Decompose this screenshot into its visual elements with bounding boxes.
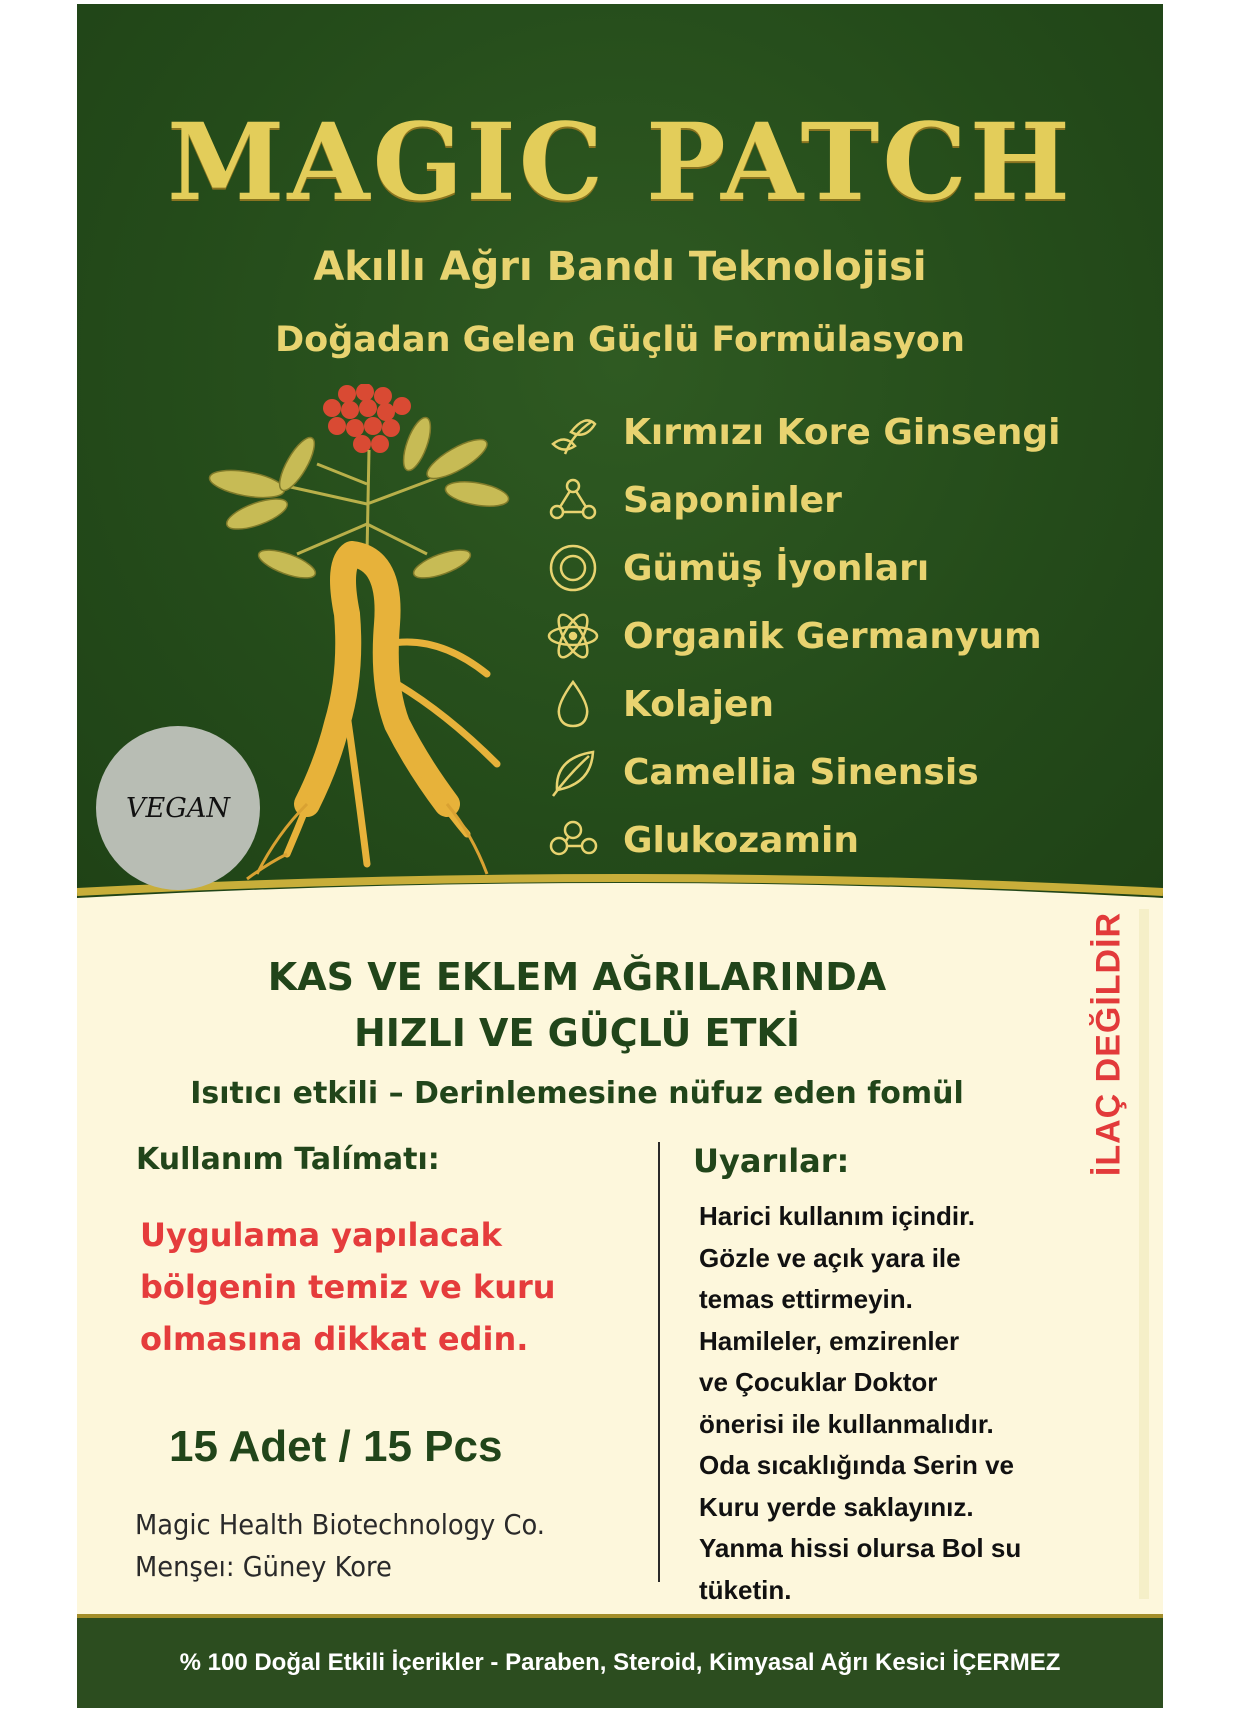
warning-line: Yanma hissi olursa Bol su	[699, 1533, 1022, 1563]
brand-tagline: Doğadan Gelen Güçlü Formülasyon	[275, 320, 965, 360]
company-name: Magic Health Biotechnology Co.	[135, 1508, 545, 1541]
not-a-drug-label: İLAÇ DEĞİLDİR	[1089, 911, 1128, 1177]
ingredient-item	[537, 810, 1157, 870]
warning-line: önerisi ile kullanmalıdır.	[699, 1408, 994, 1439]
ingredient-item	[537, 742, 1157, 802]
quantity-label: 15 Adet / 15 Pcs	[169, 1422, 503, 1471]
ingredient-label: Camellia Sinensis	[623, 751, 979, 793]
ingredient-label: Organik Germanyum	[623, 615, 1042, 657]
warnings-list	[699, 1196, 1119, 1611]
brand-title: MAGIC PATCH	[167, 99, 1073, 224]
bubbles-icon	[537, 810, 609, 870]
warning-line: tüketin.	[699, 1574, 792, 1605]
atom-icon	[537, 606, 609, 666]
ingredient-item	[537, 606, 1157, 666]
molecule-icon	[537, 470, 609, 530]
footer-bar	[77, 1614, 1163, 1708]
ingredient-label: Kırmızı Kore Ginsengi	[623, 411, 1061, 453]
warning-line: temas ettirmeyin.	[699, 1284, 913, 1314]
warning-line: Kuru yerde saklayınız.	[699, 1491, 974, 1522]
rings-icon	[537, 538, 609, 598]
column-divider	[658, 1142, 660, 1582]
footer-text: % 100 Doğal Etkili İçerikler - Paraben, Steroid, Kimyasal Ağrı Kesici İÇERMEZ	[179, 1649, 1061, 1676]
ingredient-label: Glukozamin	[623, 819, 859, 861]
headline-line-2: HIZLI VE GÜÇLÜ ETKİ	[353, 1011, 801, 1055]
headline-tagline: Isıtıcı etkili – Derinlemesine nüfuz eden fomül	[190, 1076, 964, 1111]
usage-text: Uygulama yapılacak bölgenin temiz ve kuru olmasına dikkat edin.	[140, 1216, 556, 1358]
leaf-icon	[537, 742, 609, 802]
droplet-icon	[537, 674, 609, 734]
ingredient-item	[537, 402, 1157, 462]
ingredient-item	[537, 674, 1157, 734]
warning-line: Harici kullanım içindir.	[699, 1201, 975, 1231]
ingredient-label: Kolajen	[623, 683, 775, 725]
ingredient-item	[537, 470, 1157, 530]
ingredient-label: Saponinler	[623, 479, 842, 521]
warnings-title: Uyarılar:	[693, 1142, 850, 1180]
company-info	[135, 1504, 545, 1588]
headline	[77, 949, 1077, 1061]
ingredient-label: Gümüş İyonları	[623, 547, 930, 589]
usage-title: Kullanım Talímatı:	[136, 1142, 440, 1177]
brand-subtitle: Akıllı Ağrı Bandı Teknolojisi	[313, 244, 927, 290]
headline-line-1: KAS VE EKLEM AĞRILARINDA	[267, 955, 887, 999]
warning-line: ve Çocuklar Doktor	[699, 1367, 938, 1397]
warning-line: Gözle ve açık yara ile	[699, 1242, 961, 1273]
right-edge-strip	[1139, 909, 1149, 1599]
vegan-badge-label: VEGAN	[126, 792, 230, 824]
leaves-icon	[537, 402, 609, 462]
warning-line: Oda sıcaklığında Serin ve	[699, 1450, 1015, 1480]
product-package	[77, 4, 1163, 1708]
vegan-badge	[96, 726, 260, 890]
company-origin: Menşeı: Güney Kore	[135, 1550, 392, 1583]
warning-line: Hamileler, emzirenler	[699, 1325, 960, 1356]
ingredient-item	[537, 538, 1157, 598]
